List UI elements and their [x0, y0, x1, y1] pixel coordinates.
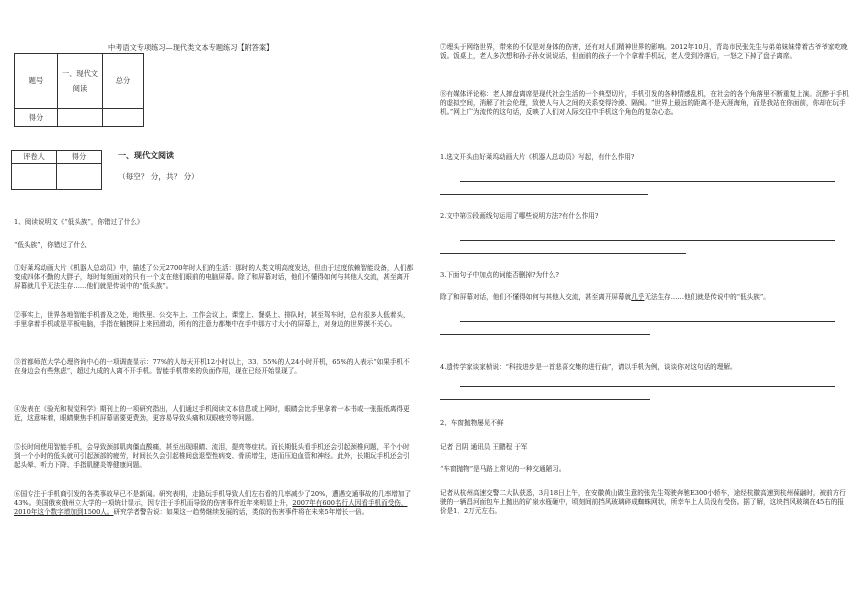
paragraph-1: ①好莱坞动画大片《机器人总动员》中，描述了公元2700年时人们的生活：那时的人类文明高度发达，但由于过度依赖智能设备，人们都变成四体不勤的大胖子，每时每刻面对的只有一个支在他们眼前的电脑屏幕。除了和屏幕对话，他们不懂得如何与其他人交流，甚至离开屏幕就几乎无法生存……他们就是传说中的“低头族”。 — [14, 264, 414, 290]
answer-line-2b[interactable] — [440, 253, 686, 254]
answer-line-4a[interactable] — [460, 386, 835, 387]
section-title: 一、现代文阅读 — [118, 150, 174, 160]
score-cell-section[interactable] — [58, 109, 103, 127]
passage-2-sentence-2: 记者从杭州高速交警二大队获悉，3月18日上午，在安徽黄山做生意的张先生驾驶奔驰E300小轿车，途经杭徽高速到杭州葆翮时，被前方行驶的一辆昌河面包车上抛出的矿泉水瓶砸中，顷刻间前挡风玻璃碎成蜘蛛网状，所幸车上人员没有受伤。据了解，这块挡风玻璃在45右的报价是1．2万元左右。 — [440, 489, 846, 515]
quote-text-c: 无法生存……他们就是传说中的“低头族”。 — [644, 293, 770, 301]
passage-2-sentence-1: “车窗抛物”是马路上常见的一种交通陋习。 — [440, 465, 566, 473]
score-row-label: 得分 — [15, 109, 58, 127]
paragraph-5: ⑤长时间使用智能手机，会导致颈部肌肉僵直酸痛，甚至出现眼睛、流泪，提亮等症状。而长期低头看手机还会引起颈椎问题，平个小时到一个小时的低头就可引起颈部的疲劳，时间长久会引起椎间盘退型性病变、骨质增生，进而压迫血管和神经。此外，长期玩手机还会引起头晕、听力下降、手指肌腱炎等健康问题。 — [14, 443, 410, 469]
answer-line-3b[interactable] — [440, 334, 650, 335]
passage-title: “低头族”，你错过了什么 — [14, 241, 87, 249]
grader-cell[interactable] — [12, 164, 57, 190]
grader-score-label: 得分 — [57, 151, 102, 164]
passage-2-byline: 记者 吕阴 通讯员 王鹏程 于军 — [440, 443, 528, 451]
paragraph-4: ④发表在《验光和视觉科学》期刊上的一项研究指出，人们通过手机阅读文本信息或上网时，眼睛会比手里拿着一本书或一张报纸离得更近，这意味着，眼睛聚焦手机屏幕需要更费劲，更容易导致头痛和双眼疲劳等问题。 — [14, 405, 410, 422]
grader-score-cell[interactable] — [57, 164, 102, 190]
paragraph-6 — [14, 490, 416, 517]
paragraph-8: ⑧有媒体评论称：老人摔盘离席是现代社会生活的一个典型切片，手机引发的各种情感乱机，在社会的各个角落里不断重复上演。沉醉于手机的虚拟空间，消解了社会伦理，致使人与人之间的关系变得冷漠、隔阂。“世界上最远的距离不是天涯海角，而是我站在你面前，你却在玩手机。”网上广为流传的这句话，反映了人们对人际交往中手机这个角色的复杂心态。 — [440, 90, 849, 116]
paragraph-6-underlined: 2007年有600名行人因看手机而受伤，2010年这个数字增加到1500人。 — [14, 499, 408, 516]
answer-line-2a[interactable] — [460, 240, 835, 241]
paragraph-2: ②事实上，世界各地智能手机普及之处，地铁里、公交车上、工作会议上、课堂上、餐桌上、排队时，甚至驾车时，总有很多人低着头，手里拿着手机或是平板电脑，手指在触摸屏上来回滑动，所有的注意力都集中在手中那方寸大小的屏幕上，对身边的世界漠不关心。 — [14, 311, 410, 328]
question-intro: 1、阅读说明文《“低头族”，你错过了什么》 — [14, 218, 144, 226]
quote-text-a: 除了和屏幕对话，他们不懂得如何与其他人交流，甚至离开屏幕就 — [440, 293, 632, 301]
score-table — [14, 53, 144, 127]
paragraph-3: ③首都师范大学心理咨询中心的一项调查显示：77%的人每天开机12小时以上，33．55%的人24小时开机，65%的人表示“如果手机不在身边会有些焦虑”，超过九成的人离不开手机。智能手机带来的负面作用，现在已经开始显现了。 — [14, 358, 410, 375]
score-col-number: 题号 — [15, 54, 58, 109]
answer-line-4b[interactable] — [440, 399, 650, 400]
grader-label: 评卷人 — [12, 151, 57, 164]
answer-line-1a[interactable] — [460, 181, 835, 182]
question-4: 4.遗传学家谈家桢说：“科技进步是一首悲喜交集的进行曲”，请以手机为例，谈谈你对这句话的理解。 — [440, 363, 737, 371]
paragraph-6-text-a: ⑥国专注于手机商引发的各类事故早已不是新闻。研究表明，走路玩手机导致人们左右看的几率减少了20%，遭遇交通事故的几率增加了43%。美国俄亥俄州立大学的一项统计显示，因专注于手机而导致的伤害事件近年来明显上升， — [14, 490, 412, 507]
question-2: 2.文中第⑤段画线句运用了哪些说明方法?有什么作用? — [440, 212, 599, 220]
page-title: 中考语文专项练习—现代类文本专题练习【附答案】 — [108, 43, 274, 52]
score-col-section: 一、现代文阅读 — [58, 54, 103, 109]
score-cell-total[interactable] — [103, 109, 144, 127]
section-subtitle: （每空？ 分，共？ 分） — [118, 172, 199, 181]
question-1: 1.选文开头由好莱坞动画大片《机器人总动员》写起，有什么作用? — [440, 153, 635, 161]
question-3: 3.下面句子中加点的词能否删掉?为什么? — [440, 271, 559, 279]
grader-table — [11, 150, 102, 190]
paragraph-7: ⑦埋头于网络世界，带来的不仅是对身体的伤害，还有对人们精神世界的影响。2012年10月，青岛市民张先生与弟弟妹妹带着古爷爷家吃晚饭。饭桌上，老人多次想和孙子孙女说说话，但面前的孩子一个个拿着手机玩，老人受到冷落后，一怒之下掉了盘子离席。 — [440, 43, 848, 60]
answer-line-3a[interactable] — [460, 321, 835, 322]
quote-dotted-word: 几乎 — [631, 293, 645, 301]
passage-2-title: 2、车窗抛物屡见不鲜 — [440, 419, 504, 427]
score-col-total: 总分 — [103, 54, 144, 109]
paragraph-6-text-c: 研究学者警告说：如果这一趋势继续发展的话，类似的伤害事件将在未来5年增长一倍。 — [113, 508, 369, 516]
answer-line-1b[interactable] — [440, 194, 648, 195]
question-3-quote — [440, 293, 770, 302]
